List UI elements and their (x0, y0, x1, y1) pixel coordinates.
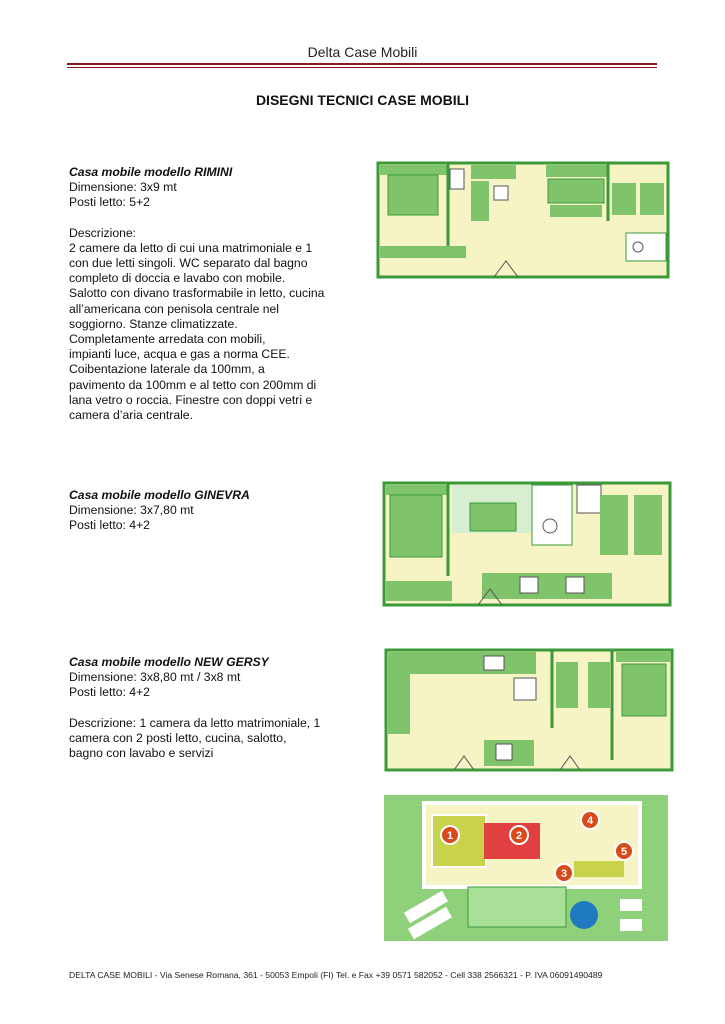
description-line: bagno con lavabo e servizi (69, 746, 214, 761)
header-rule (67, 63, 657, 65)
floorplan-rimini (376, 161, 670, 281)
page-footer: DELTA CASE MOBILI - Via Senese Romana, 361 - 50053 Empoli (FI) Tel. e Fax +39 0571 582052 - Cell 338 2566321 - P. IVA 06091490489 (69, 970, 603, 980)
plan-marker-1: 1 (446, 830, 454, 842)
plan-marker-5: 5 (620, 846, 628, 858)
description-line: Descrizione: 1 camera da letto matrimoniale, 1 (69, 715, 321, 730)
plan-marker-3: 3 (560, 868, 568, 880)
model-name: Casa mobile modello NEW GERSY (69, 655, 269, 669)
model-seats: Posti letto: 4+2 (69, 685, 150, 700)
plan-marker-4: 4 (586, 815, 594, 827)
model-name: Casa mobile modello RIMINI (69, 165, 233, 179)
description-label: Descrizione: (69, 225, 137, 240)
model-dimension: Dimensione: 3x7,80 mt (69, 503, 194, 518)
description-line: lana vetro o roccia. Finestre con doppi vetri e (69, 392, 313, 407)
model-newgersy-text (69, 655, 359, 761)
description-line: 2 camere da letto di cui una matrimoniale e 1 (69, 240, 313, 255)
description-line: all’americana con penisola centrale nel (69, 301, 280, 316)
header-rule-thin (67, 67, 657, 68)
description-line: Coibentazione laterale da 100mm, a (69, 362, 265, 377)
description-line: soggiorno. Stanze climatizzate. (69, 316, 238, 331)
page-title: DISEGNI TECNICI CASE MOBILI (255, 92, 470, 108)
description-line: camera d’aria centrale. (69, 408, 193, 423)
floorplan-ginevra (382, 481, 672, 613)
description-line: con due letti singoli. WC separato dal bagno (69, 256, 308, 271)
model-rimini-text (69, 165, 359, 423)
model-dimension: Dimensione: 3x9 mt (69, 180, 177, 195)
description-line: Salotto con divano trasformabile in letto, cucina (69, 286, 325, 301)
description-line: completo di doccia e lavabo con mobile. (69, 271, 286, 286)
description-line: impianti luce, acqua e gas a norma CEE. (69, 347, 290, 362)
description-line: Completamente arredata con mobili, (69, 332, 266, 347)
floorplan-newgersy (384, 648, 674, 776)
description-line: camera con 2 posti letto, cucina, salotto, (69, 730, 287, 745)
plan-marker-2: 2 (515, 830, 523, 842)
model-name: Casa mobile modello GINEVRA (69, 488, 250, 502)
model-seats: Posti letto: 4+2 (69, 518, 150, 533)
floorplan-perspective (384, 795, 668, 941)
model-dimension: Dimensione: 3x8,80 mt / 3x8 mt (69, 670, 241, 685)
model-ginevra-text (69, 488, 359, 534)
header-company: Delta Case Mobili (307, 44, 418, 60)
description-line: pavimento da 100mm e al tetto con 200mm di (69, 377, 317, 392)
model-seats: Posti letto: 5+2 (69, 195, 150, 210)
